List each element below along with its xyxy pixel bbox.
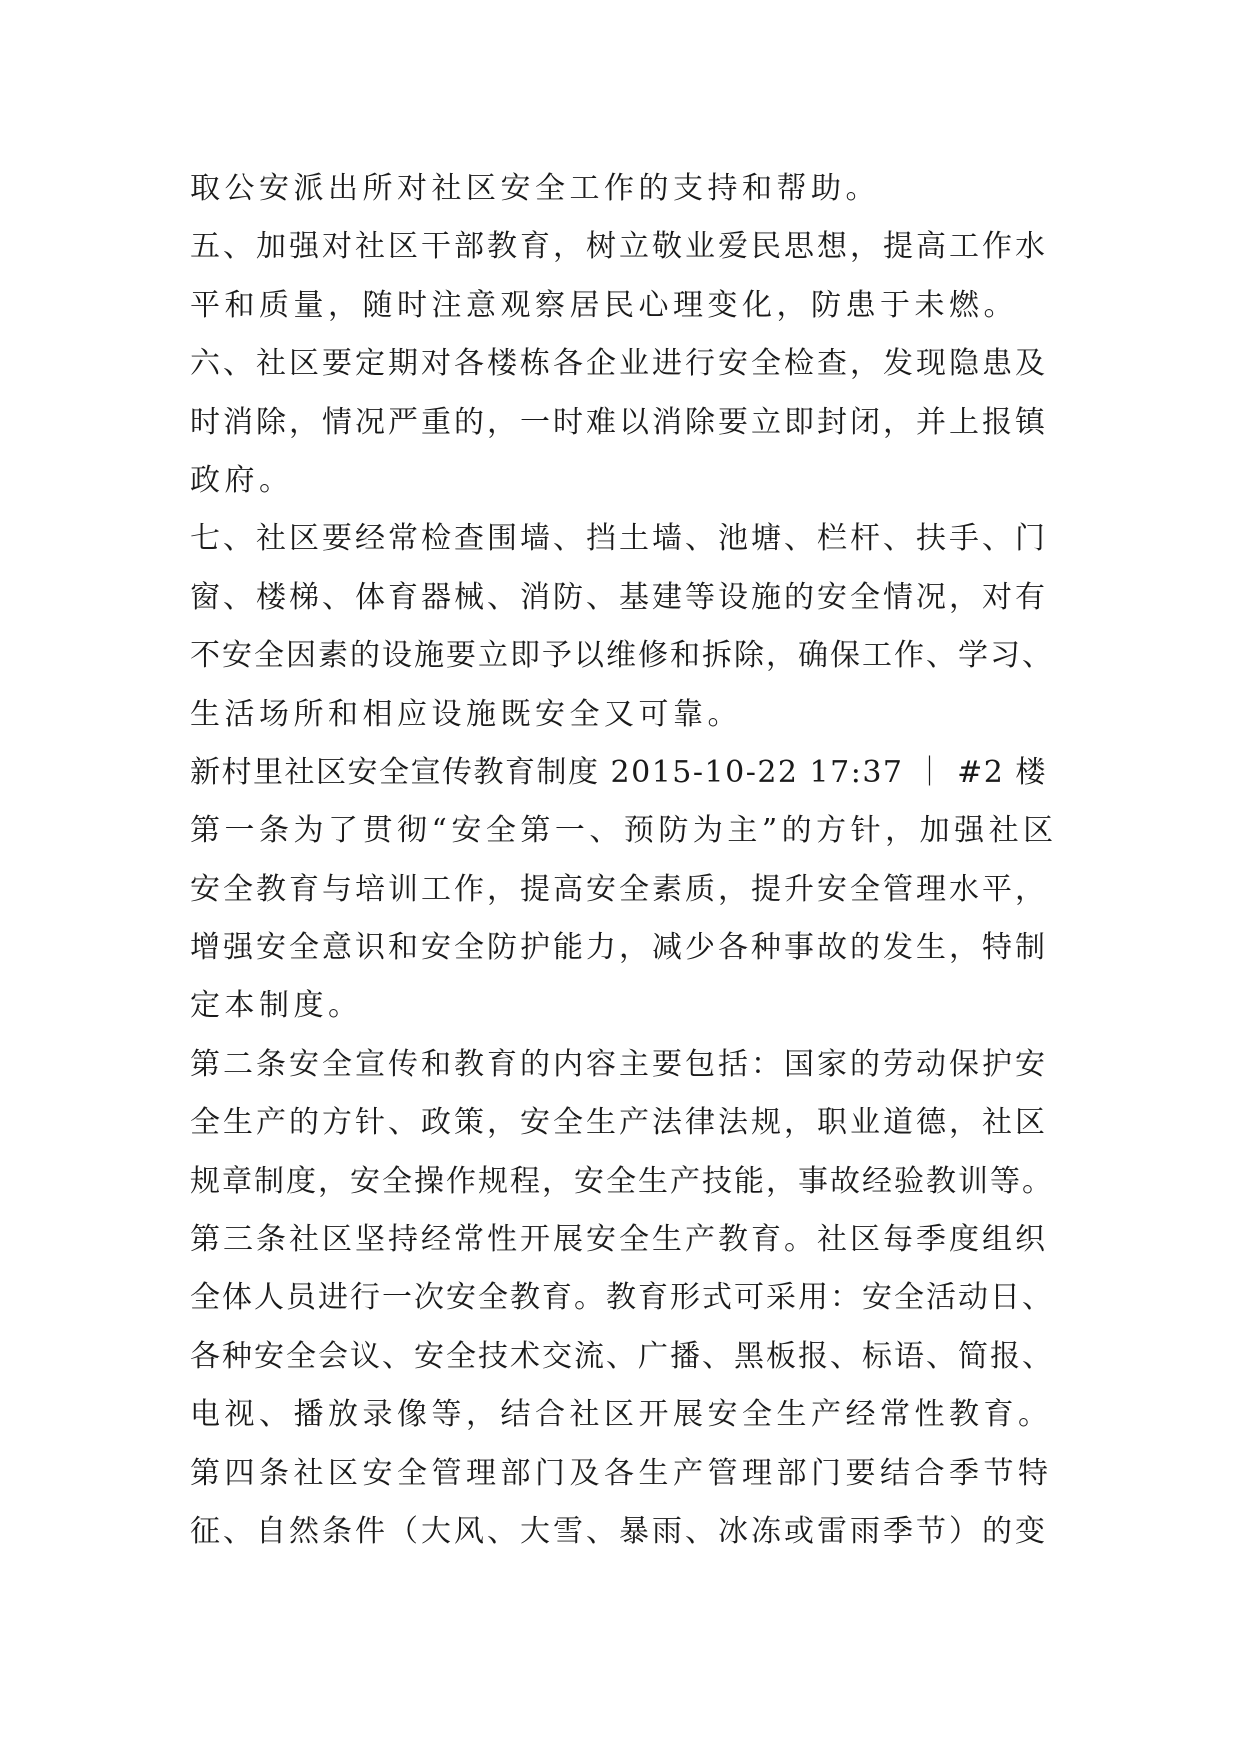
text-line: 各种安全会议、安全技术交流、广播、黑板报、标语、简报、 bbox=[190, 1338, 1054, 1374]
text-line: 取公安派出所对社区安全工作的支持和帮助。 bbox=[190, 171, 880, 206]
text-line: 全生产的方针、政策，安全生产法律法规，职业道德，社区 bbox=[190, 1105, 1048, 1141]
text-line: 不安全因素的设施要立即予以维修和拆除，确保工作、学习、 bbox=[190, 638, 1054, 674]
text-line: 第四条社区安全管理部门及各生产管理部门要结合季节特 bbox=[190, 1455, 1053, 1491]
text-line: 平和质量，随时注意观察居民心理变化，防患于未燃。 bbox=[190, 287, 1018, 323]
text-line: 规章制度，安全操作规程，安全生产技能，事故经验教训等。 bbox=[190, 1163, 1054, 1199]
text-line: 全体人员进行一次安全教育。教育形式可采用：安全活动日、 bbox=[190, 1280, 1054, 1316]
text-line: 第一条为了贯彻“安全第一、预防为主”的方针，加强社区 bbox=[190, 813, 1058, 849]
document-body bbox=[190, 160, 1060, 1561]
text-line: 政府。 bbox=[190, 462, 294, 498]
text-line: 窗、楼梯、体育器械、消防、基建等设施的安全情况，对有 bbox=[190, 579, 1048, 615]
text-line: 六、社区要定期对各楼栋各企业进行安全检查，发现隐患及 bbox=[190, 346, 1048, 382]
text-line: 第二条安全宣传和教育的内容主要包括：国家的劳动保护安 bbox=[190, 1046, 1048, 1082]
text-line: 电视、播放录像等，结合社区开展安全生产经常性教育。 bbox=[190, 1397, 1053, 1433]
text-line: 七、社区要经常检查围墙、挡土墙、池塘、栏杆、扶手、门 bbox=[190, 521, 1048, 557]
text-line: 五、加强对社区干部教育，树立敬业爱民思想，提高工作水 bbox=[190, 229, 1048, 265]
text-line: 定本制度。 bbox=[190, 988, 363, 1024]
text-line: 安全教育与培训工作，提高安全素质，提升安全管理水平， bbox=[190, 871, 1048, 907]
text-line: 生活场所和相应设施既安全又可靠。 bbox=[190, 696, 742, 732]
section-heading-line: 新村里社区安全宣传教育制度 2015-10-22 17:37 ｜ #2 楼 bbox=[190, 754, 1047, 790]
text-line: 第三条社区坚持经常性开展安全生产教育。社区每季度组织 bbox=[190, 1222, 1048, 1258]
text-line: 增强安全意识和安全防护能力，减少各种事故的发生，特制 bbox=[190, 930, 1048, 966]
text-line: 征、自然条件（大风、大雪、暴雨、冰冻或雷雨季节）的变 bbox=[190, 1513, 1048, 1549]
text-line: 时消除，情况严重的，一时难以消除要立即封闭，并上报镇 bbox=[190, 404, 1048, 440]
